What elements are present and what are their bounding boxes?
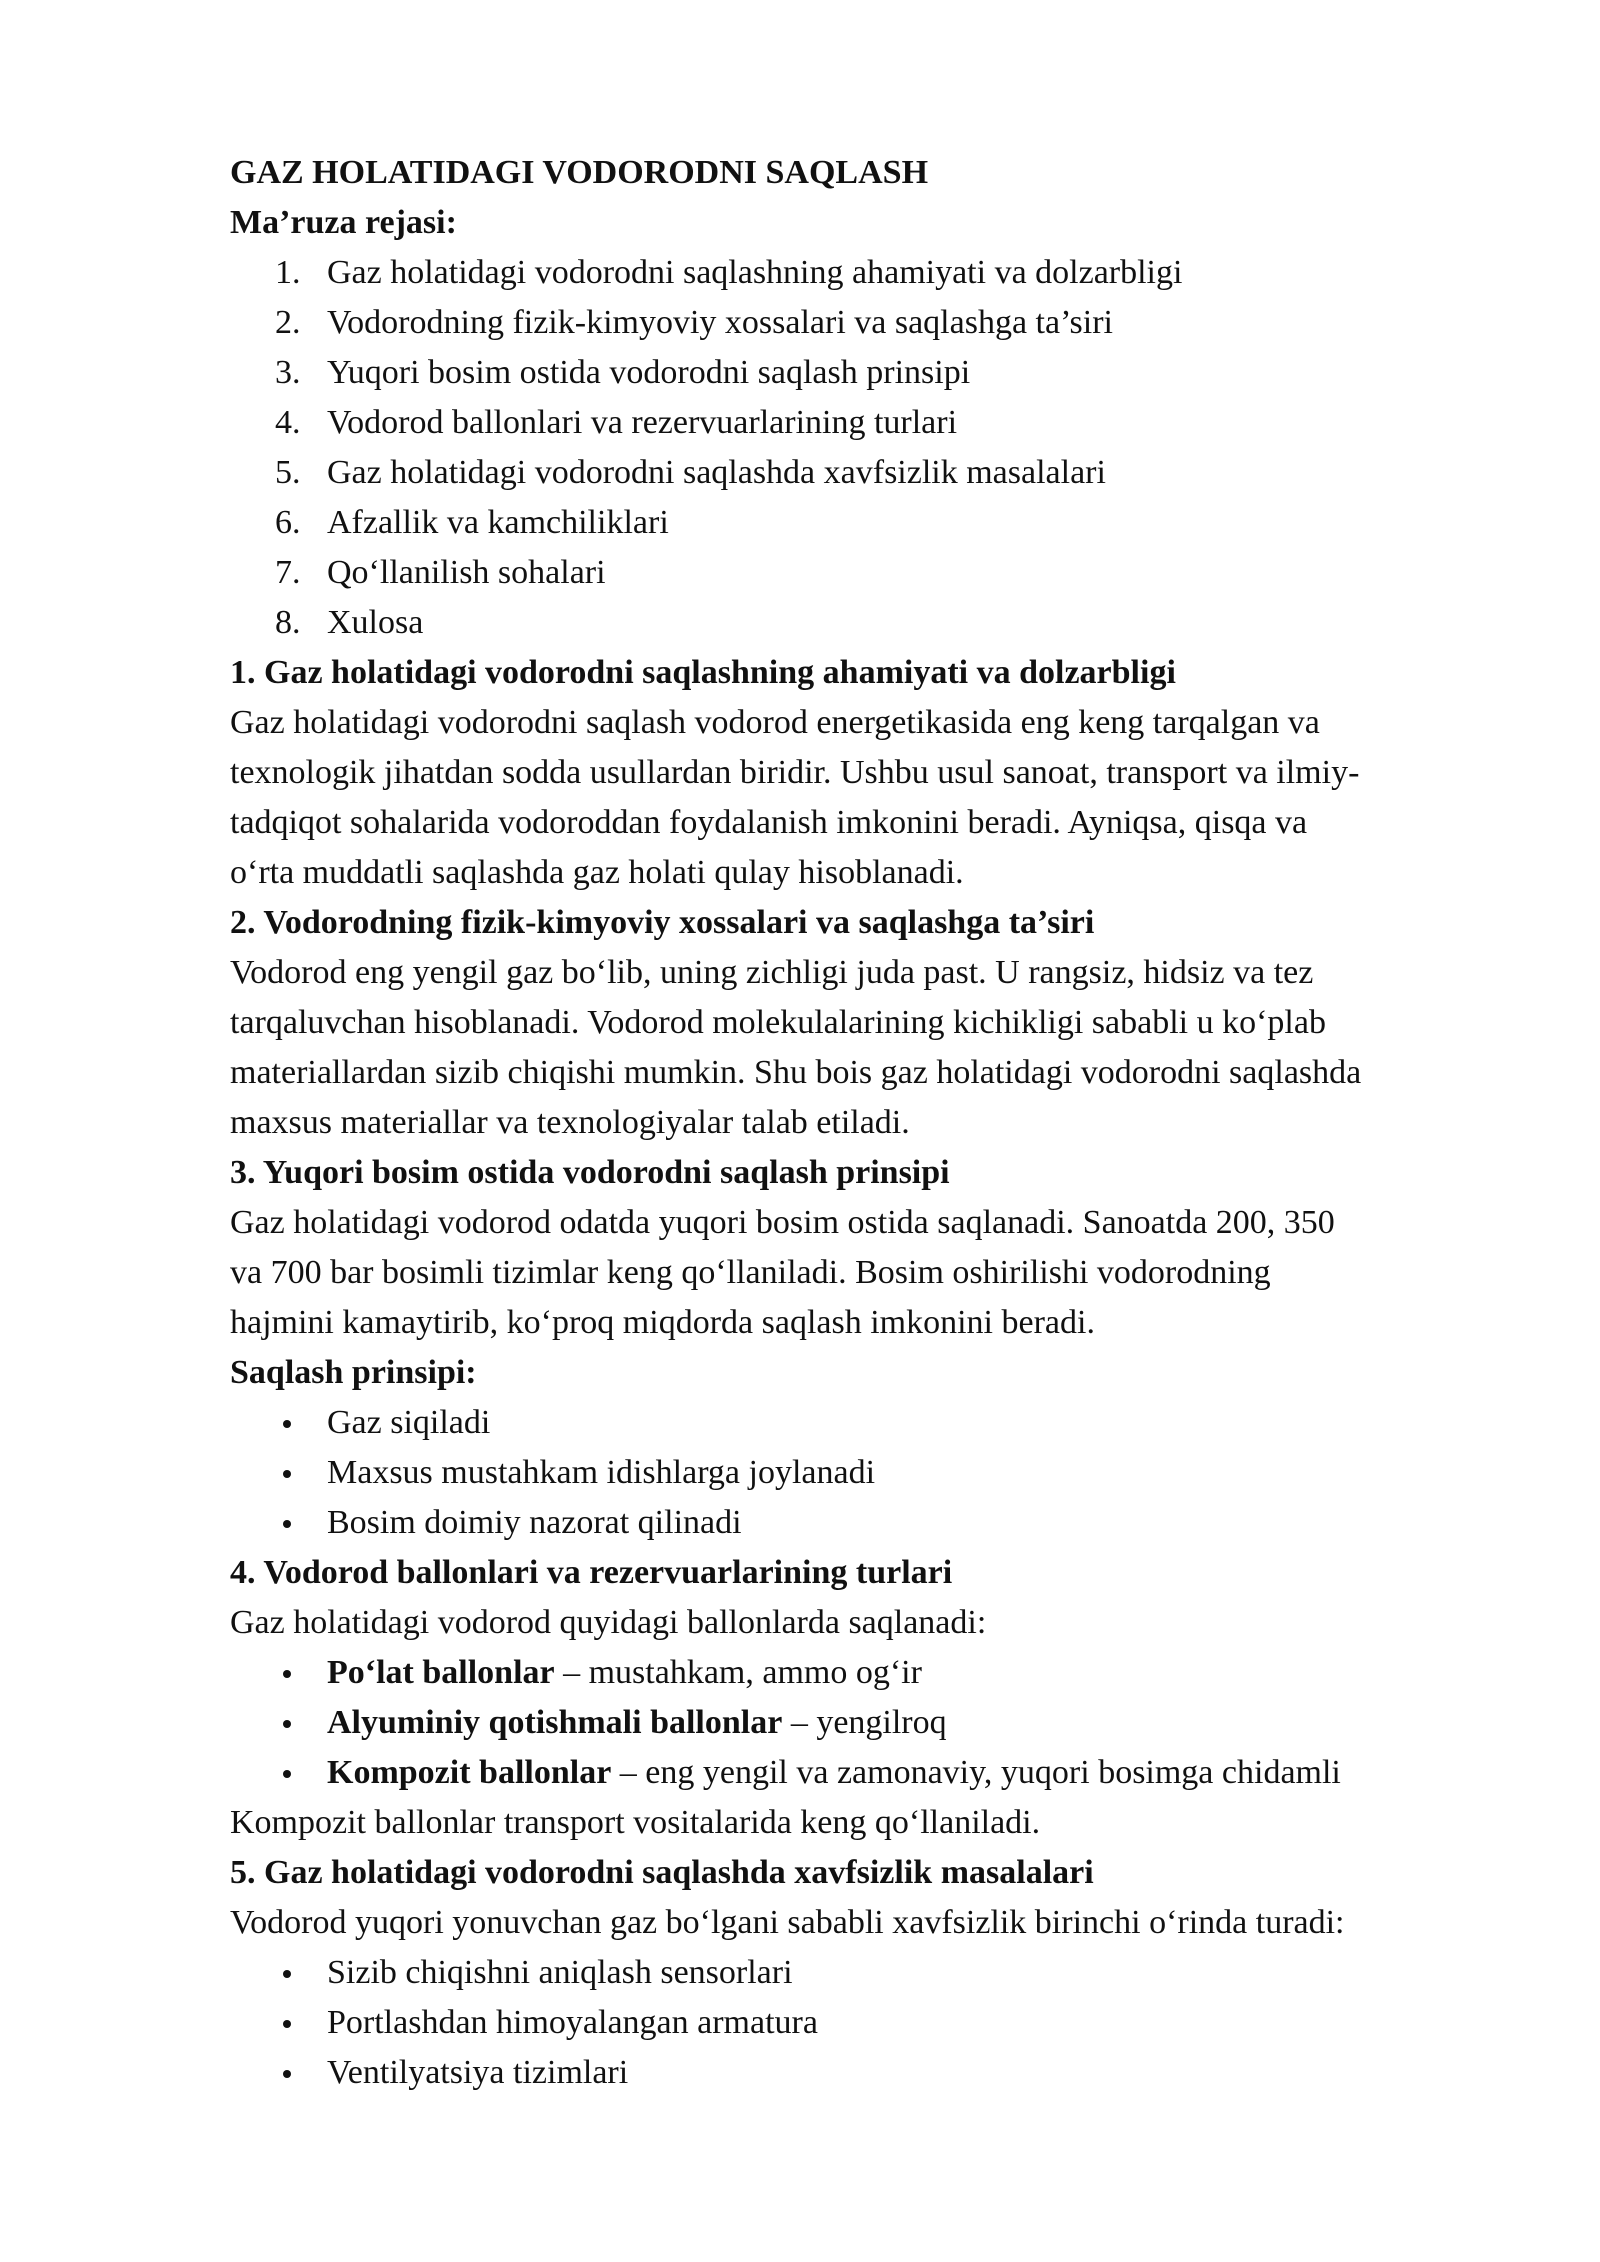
plan-item <box>230 598 1490 648</box>
section-3-bullet-list <box>230 1398 1490 1548</box>
bullet-icon <box>283 1720 291 1728</box>
plan-item-number: 6. <box>275 504 301 541</box>
plan-item <box>230 398 1490 448</box>
bullet-item <box>230 1748 1490 1798</box>
plan-item <box>230 298 1490 348</box>
plan-item-text: Gaz holatidagi vodorodni saqlashda xavfsizlik masalalari <box>327 454 1106 491</box>
bullet-icon <box>283 2070 291 2078</box>
paragraph-line: tarqaluvchan hisoblanadi. Vodorod molekulalarining kichikligi sababli u ko‘plab <box>230 1004 1326 1041</box>
plan-item-text: Afzallik va kamchiliklari <box>327 504 669 541</box>
paragraph-line: va 700 bar bosimli tizimlar keng qo‘llaniladi. Bosim oshirilishi vodorodning <box>230 1254 1271 1291</box>
bullet-item <box>230 2048 1490 2098</box>
plan-item-text: Gaz holatidagi vodorodni saqlashning ahamiyati va dolzarbligi <box>327 254 1183 291</box>
plan-item-number: 1. <box>275 254 301 291</box>
plan-item-text: Vodorod ballonlari va rezervuarlarining turlari <box>327 404 958 441</box>
section-4-heading: 4. Vodorod ballonlari va rezervuarlarining turlari <box>230 1554 953 1591</box>
plan-item <box>230 248 1490 298</box>
bullet-icon <box>283 1520 291 1528</box>
bullet-text: – eng yengil va zamonaviy, yuqori bosimga chidamli <box>611 1754 1341 1791</box>
plan-item-number: 2. <box>275 304 301 341</box>
plan-list <box>230 248 1490 648</box>
bullet-icon <box>283 1470 291 1478</box>
paragraph-line: o‘rta muddatli saqlashda gaz holati qulay hisoblanadi. <box>230 854 964 891</box>
bullet-icon <box>283 1670 291 1678</box>
paragraph-line: Gaz holatidagi vodorodni saqlash vodorod energetikasida eng keng tarqalgan va <box>230 704 1320 741</box>
plan-item-number: 4. <box>275 404 301 441</box>
section-4-outro: Kompozit ballonlar transport vositalarida keng qo‘llaniladi. <box>230 1804 1041 1841</box>
paragraph-line: materiallardan sizib chiqishi mumkin. Shu bois gaz holatidagi vodorodni saqlashda <box>230 1054 1362 1091</box>
bullet-item <box>230 1948 1490 1998</box>
bullet-item <box>230 1998 1490 2048</box>
plan-item-number: 7. <box>275 554 301 591</box>
bullet-icon <box>283 1420 291 1428</box>
bullet-item <box>230 1698 1490 1748</box>
section-3-heading: 3. Yuqori bosim ostida vodorodni saqlash prinsipi <box>230 1154 950 1191</box>
paragraph-line: tadqiqot sohalarida vodoroddan foydalanish imkonini beradi. Ayniqsa, qisqa va <box>230 804 1308 841</box>
bullet-text: Portlashdan himoyalangan armatura <box>327 2004 818 2041</box>
document-page <box>230 148 1490 2098</box>
section-1-heading: 1. Gaz holatidagi vodorodni saqlashning ahamiyati va dolzarbligi <box>230 654 1176 691</box>
paragraph-line: Vodorod eng yengil gaz bo‘lib, uning zichligi juda past. U rangsiz, hidsiz va tez <box>230 954 1314 991</box>
bullet-term: Po‘lat ballonlar <box>327 1654 555 1691</box>
paragraph-line: Gaz holatidagi vodorod odatda yuqori bosim ostida saqlanadi. Sanoatda 200, 350 <box>230 1204 1335 1241</box>
plan-item-number: 8. <box>275 604 301 641</box>
bullet-term: Kompozit ballonlar <box>327 1754 612 1791</box>
plan-item-text: Xulosa <box>327 604 424 641</box>
bullet-text: Bosim doimiy nazorat qilinadi <box>327 1504 742 1541</box>
bullet-item <box>230 1498 1490 1548</box>
section-3-subheading: Saqlash prinsipi: <box>230 1354 477 1391</box>
bullet-icon <box>283 1970 291 1978</box>
paragraph-line: texnologik jihatdan sodda usullardan biridir. Ushbu usul sanoat, transport va ilmiy- <box>230 754 1360 791</box>
plan-item-number: 5. <box>275 454 301 491</box>
plan-item <box>230 498 1490 548</box>
bullet-item <box>230 1448 1490 1498</box>
plan-item-number: 3. <box>275 354 301 391</box>
section-4-intro: Gaz holatidagi vodorod quyidagi ballonlarda saqlanadi: <box>230 1604 987 1641</box>
paragraph-line: hajmini kamaytirib, ko‘proq miqdorda saqlash imkonini beradi. <box>230 1304 1095 1341</box>
plan-item-text: Qo‘llanilish sohalari <box>327 554 606 591</box>
paragraph-line: maxsus materiallar va texnologiyalar talab etiladi. <box>230 1104 910 1141</box>
document-title: GAZ HOLATIDAGI VODORODNI SAQLASH <box>230 154 929 191</box>
bullet-text: – mustahkam, ammo og‘ir <box>554 1654 922 1691</box>
bullet-icon <box>283 1770 291 1778</box>
bullet-item <box>230 1398 1490 1448</box>
plan-heading: Ma’ruza rejasi: <box>230 204 457 241</box>
plan-item <box>230 448 1490 498</box>
plan-item-text: Yuqori bosim ostida vodorodni saqlash prinsipi <box>327 354 971 391</box>
section-2-paragraph <box>230 948 1490 1148</box>
plan-item-text: Vodorodning fizik-kimyoviy xossalari va saqlashga ta’siri <box>327 304 1113 341</box>
bullet-text: Ventilyatsiya tizimlari <box>327 2054 629 2091</box>
bullet-item <box>230 1648 1490 1698</box>
plan-item <box>230 348 1490 398</box>
section-2-heading: 2. Vodorodning fizik-kimyoviy xossalari va saqlashga ta’siri <box>230 904 1095 941</box>
section-5-heading: 5. Gaz holatidagi vodorodni saqlashda xavfsizlik masalalari <box>230 1854 1094 1891</box>
bullet-icon <box>283 2020 291 2028</box>
section-4-bullet-list <box>230 1648 1490 1798</box>
plan-item <box>230 548 1490 598</box>
bullet-text: Gaz siqiladi <box>327 1404 491 1441</box>
section-5-bullet-list <box>230 1948 1490 2098</box>
bullet-text: Sizib chiqishni aniqlash sensorlari <box>327 1954 793 1991</box>
section-3-paragraph <box>230 1198 1490 1348</box>
bullet-term: Alyuminiy qotishmali ballonlar <box>327 1704 783 1741</box>
bullet-text: Maxsus mustahkam idishlarga joylanadi <box>327 1454 876 1491</box>
section-5-intro: Vodorod yuqori yonuvchan gaz bo‘lgani sababli xavfsizlik birinchi o‘rinda turadi: <box>230 1904 1345 1941</box>
bullet-text: – yengilroq <box>782 1704 947 1741</box>
section-1-paragraph <box>230 698 1490 898</box>
